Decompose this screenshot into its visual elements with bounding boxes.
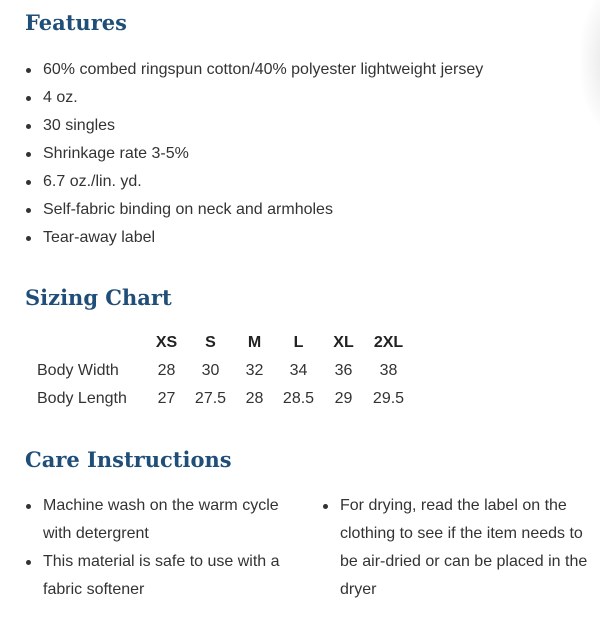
row-label: Body Width [37,362,119,379]
feature-item: Self-fabric binding on neck and armholes [25,196,585,224]
table-cell: 28 [157,362,176,379]
table-cell: 32 [245,362,264,379]
size-header: XL [333,334,354,351]
table-row [30,357,411,385]
table-cell: 29 [334,390,353,407]
feature-item: Shrinkage rate 3-5% [25,140,585,168]
size-header: L [293,334,304,351]
feature-item: 6.7 oz./lin. yd. [25,168,585,196]
size-header: M [247,334,262,351]
feature-item: 60% combed ringspun cotton/40% polyester lightweight jersey [25,56,585,84]
feature-item: 30 singles [25,112,585,140]
features-list [25,56,585,252]
care-list-right [322,492,597,604]
sizing-chart-heading: Sizing Chart [25,285,172,310]
size-header: XS [155,334,178,351]
care-list-left [25,492,300,604]
table-cell: 27 [157,390,176,407]
table-cell: 36 [334,362,353,379]
feature-item: 4 oz. [25,84,585,112]
row-label: Body Length [37,390,127,407]
table-cell: 34 [289,362,308,379]
features-heading: Features [25,10,127,35]
size-header-row [30,329,411,357]
care-item: For drying, read the label on the clothing to see if the item needs to be air-dried or can be placed in the dryer [322,492,597,604]
table-cell: 28.5 [282,390,315,407]
care-instructions-heading: Care Instructions [25,447,232,472]
corner-cell [30,329,145,357]
table-cell: 28 [245,390,264,407]
feature-item: Tear-away label [25,224,585,252]
table-cell: 29.5 [372,390,405,407]
care-item: This material is safe to use with a fabric softener [25,548,300,604]
table-cell: 27.5 [194,390,227,407]
size-header: 2XL [373,334,404,351]
care-item: Machine wash on the warm cycle with detergrent [25,492,300,548]
table-cell: 30 [201,362,220,379]
table-row [30,385,411,413]
table-cell: 38 [379,362,398,379]
sizing-table [30,329,411,413]
size-header: S [205,334,216,351]
